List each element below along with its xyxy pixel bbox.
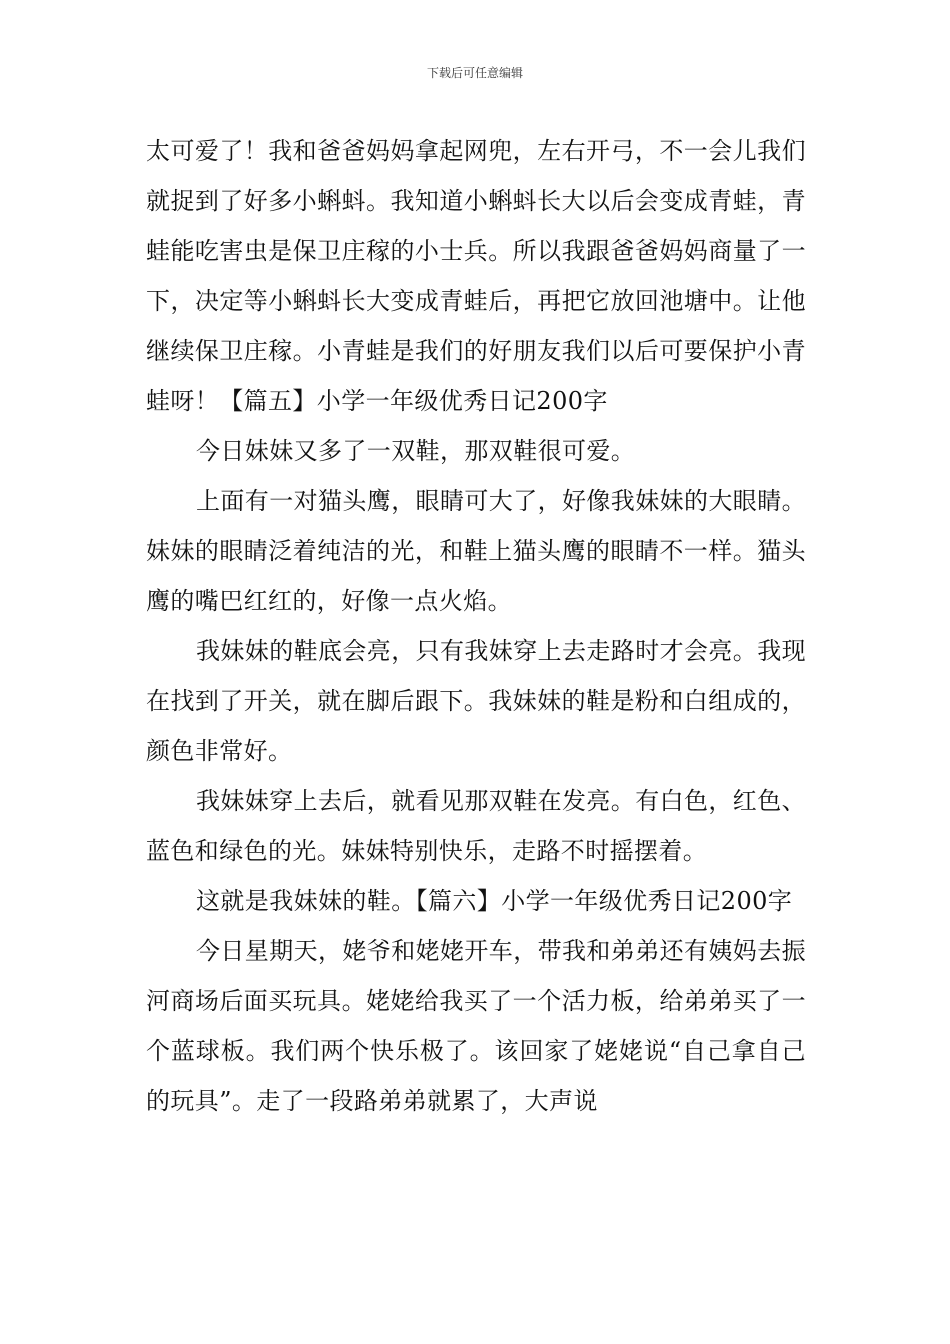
paragraph-6: 这就是我妹妹的鞋。【篇六】小学一年级优秀日记200字 bbox=[196, 887, 793, 915]
document-body bbox=[146, 126, 806, 1126]
paragraph-7: 今日星期天，姥爷和姥姥开车，带我和弟弟还有姨妈去振河商场后面买玩具。姥姥给我买了一个活力板，给弟弟买了一个蓝球板。我们两个快乐极了。该回家了姥姥说“自己拿自己的玩具”。走了一段路弟弟就累了，大声说 bbox=[146, 937, 806, 1115]
paragraph-3: 上面有一对猫头鹰，眼睛可大了，好像我妹妹的大眼睛。妹妹的眼睛泛着纯洁的光，和鞋上猫头鹰的眼睛不一样。猫头鹰的嘴巴红红的，好像一点火焰。 bbox=[146, 487, 806, 615]
paragraph-2: 今日妹妹又多了一双鞋，那双鞋很可爱。 bbox=[196, 437, 636, 465]
page-header: 下载后可任意编辑 bbox=[426, 66, 523, 80]
paragraph-5: 我妹妹穿上去后，就看见那双鞋在发亮。有白色，红色、蓝色和绿色的光。妹妹特别快乐，走路不时摇摆着。 bbox=[146, 787, 806, 865]
paragraph-1: 太可爱了！我和爸爸妈妈拿起网兜，左右开弓，不一会儿我们就捉到了好多小蝌蚪。我知道小蝌蚪长大以后会变成青蛙，青蛙能吃害虫是保卫庄稼的小士兵。所以我跟爸爸妈妈商量了一下，决定等小蝌蚪长大变成青蛙后，再把它放回池塘中。让他继续保卫庄稼。小青蛙是我们的好朋友我们以后可要保护小青蛙呀！【篇五】小学一年级优秀日记200字 bbox=[146, 137, 806, 415]
paragraph-4: 我妹妹的鞋底会亮，只有我妹穿上去走路时才会亮。我现在找到了开关，就在脚后跟下。我妹妹的鞋是粉和白组成的，颜色非常好。 bbox=[146, 637, 806, 765]
